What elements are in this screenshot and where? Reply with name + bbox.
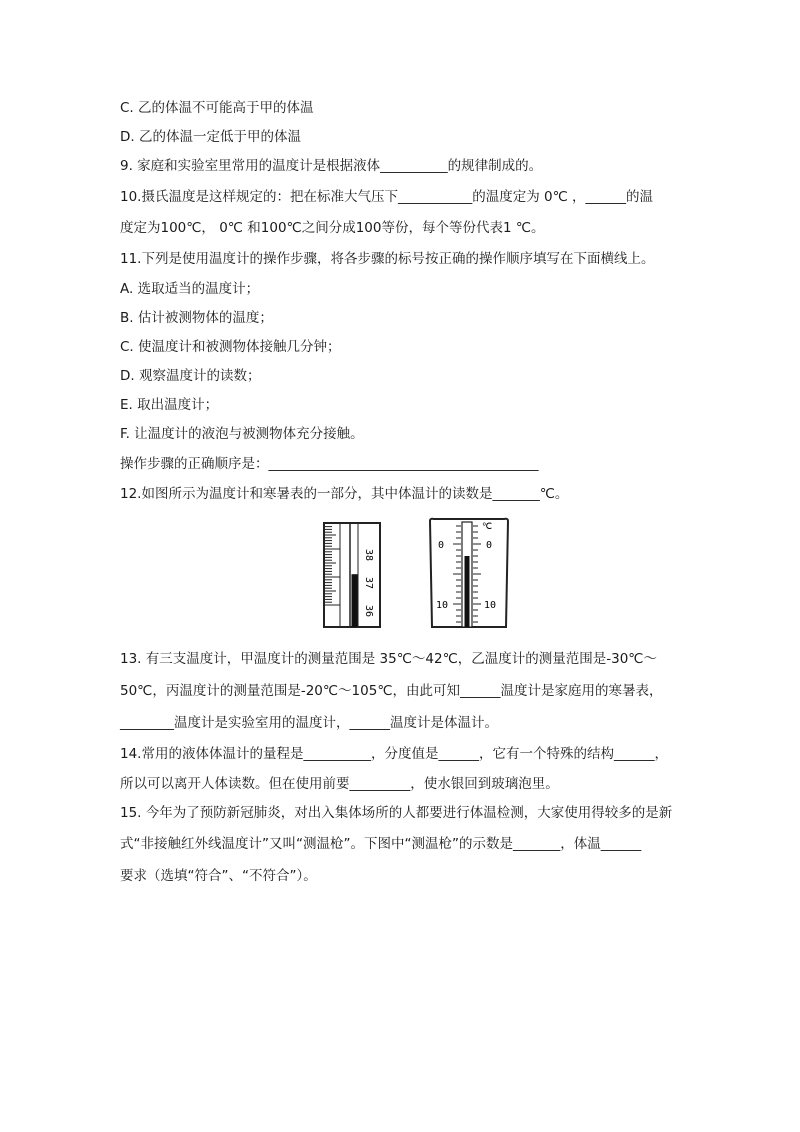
room-thermometer-figure <box>424 517 514 633</box>
liquid-column <box>465 556 470 627</box>
right-scale-label-0: 0 <box>486 540 493 551</box>
scale-label-37: 37 <box>363 577 374 590</box>
text-line: 50℃，丙温度计的测量范围是-20℃～105℃，由此可知______温度计是家庭用的寒暑表， <box>120 683 663 699</box>
text-line: 要求（选填“符合”、“不符合”）。 <box>120 868 317 884</box>
text-line: 式“非接触红外线温度计”又叫“测温枪”。下图中“测温枪”的示数是_______，体温______ <box>120 836 642 852</box>
text-line: 14.常用的液体体温计的量程是__________，分度值是______，它有一个特殊的结构______， <box>120 746 668 762</box>
text-line: 11.下列是使用温度计的操作步骤，将各步骤的标号按正确的操作顺序填写在下面横线上。 <box>120 251 655 267</box>
clinical-thermometer-figure <box>322 521 384 633</box>
text-line: F. 让温度计的液泡与被测物体充分接触。 <box>120 426 364 442</box>
text-line: B. 估计被测物体的温度； <box>120 310 273 326</box>
text-line: ________温度计是实验室用的温度计，______温度计是体温计。 <box>120 715 498 731</box>
mercury-column <box>352 574 358 627</box>
text-line: 所以可以离开人体读数。但在使用前要_________，使水银回到玻璃泡里。 <box>120 776 559 792</box>
text-line: 9. 家庭和实验室里常用的温度计是根据液体__________的规律制成的。 <box>120 158 543 174</box>
text-line: 15. 今年为了预防新冠肺炎，对出入集体场所的人都要进行体温检测，大家使用得较多的是新 <box>120 805 673 821</box>
right-scale-label-10: 10 <box>484 600 497 611</box>
text-line: 12.如图所示为温度计和寒暑表的一部分，其中体温计的读数是_______℃。 <box>120 486 569 502</box>
text-line: 度定为100℃， 0℃ 和100℃之间分成100等份，每个等份代表1 ℃。 <box>120 220 545 236</box>
scale-label-36: 36 <box>363 605 374 618</box>
text-line: E. 取出温度计； <box>120 397 219 413</box>
text-line: A. 选取适当的温度计； <box>120 281 260 297</box>
text-line: D. 观察温度计的读数； <box>120 368 261 384</box>
text-line: 操作步骤的正确顺序是：________________________________________ <box>120 456 539 472</box>
text-line: C. 乙的体温不可能高于甲的体温 <box>120 100 314 116</box>
left-scale-label-10: 10 <box>436 600 449 611</box>
text-line: D. 乙的体温一定低于甲的体温 <box>120 129 301 145</box>
text-line: C. 使温度计和被测物体接触几分钟； <box>120 339 341 355</box>
text-line: 10.摄氏温度是这样规定的：把在标准大气压下___________的温度定为 0℃ ，______的温 <box>120 189 654 205</box>
text-line: 13. 有三支温度计，甲温度计的测量范围是 35℃～42℃，乙温度计的测量范围是-30℃～ <box>120 651 657 667</box>
left-scale-label-0: 0 <box>438 540 445 551</box>
scale-label-38: 38 <box>363 549 374 562</box>
unit-label: ℃ <box>482 522 493 532</box>
